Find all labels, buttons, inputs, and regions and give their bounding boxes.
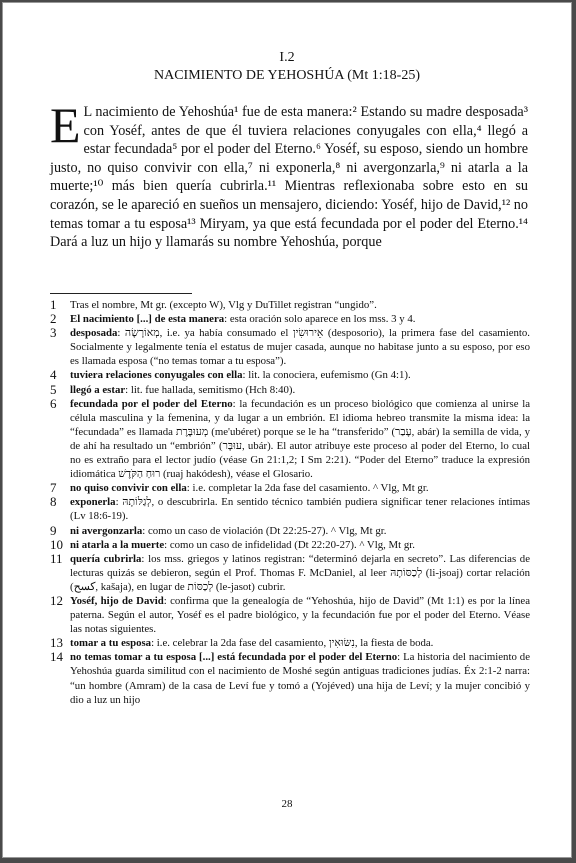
footnote: 8 exponerla: לְגַלּוֹתָהּ, o descubrirla. En sentido técnico también pudiera significar tener relaciones íntimas (Lv 18:6-19). — [50, 494, 530, 523]
footnotes — [50, 298, 530, 707]
section-number: I.2 — [279, 50, 295, 65]
main-text-body: L nacimiento de Yehoshúa¹ fue de esta manera:² Estando su madre desposada³ con Yoséf, antes de que él tuviera relaciones conyugales con ella,⁴ llegó a estar fecundada⁵ por el poder del Eterno.⁶ Yoséf, su esposo, siendo un hombre justo, no quiso convivir con ella,⁷ ni exponerla,⁸ ni avergonzarla,⁹ ni atarla a la muerte;¹⁰ más bien quería cubrirla.¹¹ Mientras reflexionaba sobre esto en su corazón, se le apareció en sueños un mensajero, diciendo: Yoséf, hijo de David,¹² no temas tomar a tu esposa¹³ Miryam, ya que está fecundada por el poder del Eterno.¹⁴ Dará a luz un hijo y llamarás su nombre Yehoshúa, porque — [50, 104, 528, 251]
footnote: 7 no quiso convivir con ella: i.e. completar la 2da fase del casamiento. ^ Vlg, Mt gr. — [50, 480, 429, 496]
footnote: 9 ni avergonzarla: como un caso de violación (Dt 22:25-27). ^ Vlg, Mt gr. — [50, 522, 387, 538]
footnote: 14 no temas tomar a tu esposa [...] está fecundada por el poder del Eterno: La historia del nacimiento de Yehoshúa guarda similitud con el nacimiento de Moshé según antiguas tradiciones judías. Éx 2:1-2 narra: “un hombre (Amram) de la casa de Leví fue y tomó a (Yojéved) una hija de Leví; y la mujer concibió y dio a luz un hijo — [50, 649, 530, 706]
footnote: 10 ni atarla a la muerte: como un caso de infidelidad (Dt 22:20-27). ^ Vlg, Mt gr. — [50, 536, 415, 552]
section-title: NACIMIENTO DE YEHOSHÚA (Mt 1:18-25) — [154, 68, 420, 83]
footnote: 3 desposada: מְאוֹרָשָׂה, i.e. ya había consumado el אֵירוּשִׂין (desposorio), la primera fase del casamiento. Socialmente y legalmente tenía el estatus de mujer casada, aunque no habitase junto a su esposo, por eso es llamada esposa (“no temas tomar a tu esposa”). — [50, 325, 530, 368]
main-text — [50, 97, 528, 252]
footnote-separator — [50, 293, 192, 294]
drop-cap: E — [50, 97, 81, 153]
footnote: 6 fecundada por el poder del Eterno: la fecundación es un proceso biológico que comienza al unirse la célula masculina y la femenina, y da lugar a un embrión. El idioma hebreo transmite la misma idea: la “fecundada” es llamada מְעוּבֶּרֶת (me'ubéret) porque se le ha “transferido” (עָבַר, abár) la semilla de vida, y de ahí ha resultado un “embrión” (עוּבָּר, ubár). El autor atribuye este proceso al poder del Eterno, lo cual no es extraño para el lector judío (véase Gn 21:1,2; I Sm 2:21). “Poder del Eterno” traduce la expresión idiomática רוּחַ הַקֹּדֶשׁ (ruaj hakódesh), véase el Glosario. — [50, 395, 530, 481]
footnote: 4 tuviera relaciones conyugales con ella: lit. la conociera, eufemismo (Gn 4:1). — [50, 367, 411, 383]
page — [2, 2, 572, 858]
footnote: 11 quería cubrirla: los mss. griegos y latinos registran: “determinó dejarla en secreto”. Las diferencias de lecturas quizás se debieron, según el Prof. Thomas F. McDaniel, al leer לְכַסּוֹתָהּ (li-jsoaj) cortar relación (كسح, kašaja), en lugar de לְכַסּוֹת (le-jasot) cubrir. — [50, 550, 530, 593]
footnote: 1 Tras el nombre, Mt gr. (excepto W), Vlg y DuTillet registran “ungido”. — [50, 297, 377, 312]
footnote: 2 El nacimiento [...] de esta manera: esta oración solo aparece en los mss. 3 y 4. — [50, 311, 416, 327]
footnote: 5 llegó a estar: lit. fue hallada, semitismo (Hch 8:40). — [50, 381, 296, 397]
page-number: 28 — [281, 798, 293, 810]
footnote: 13 tomar a tu esposa: i.e. celebrar la 2da fase del casamiento, נִשּׂוּאִין, la fiesta de boda. — [50, 635, 434, 651]
footnote: 12 Yoséf, hijo de David: confirma que la genealogía de “Yehoshúa, hijo de David” (Mt 1:1) es por la línea paterna. Según el autor, Yoséf es el padre biológico, y la fecundación fue por el poder del Eterno. Véase las notas siguientes. — [50, 592, 530, 636]
